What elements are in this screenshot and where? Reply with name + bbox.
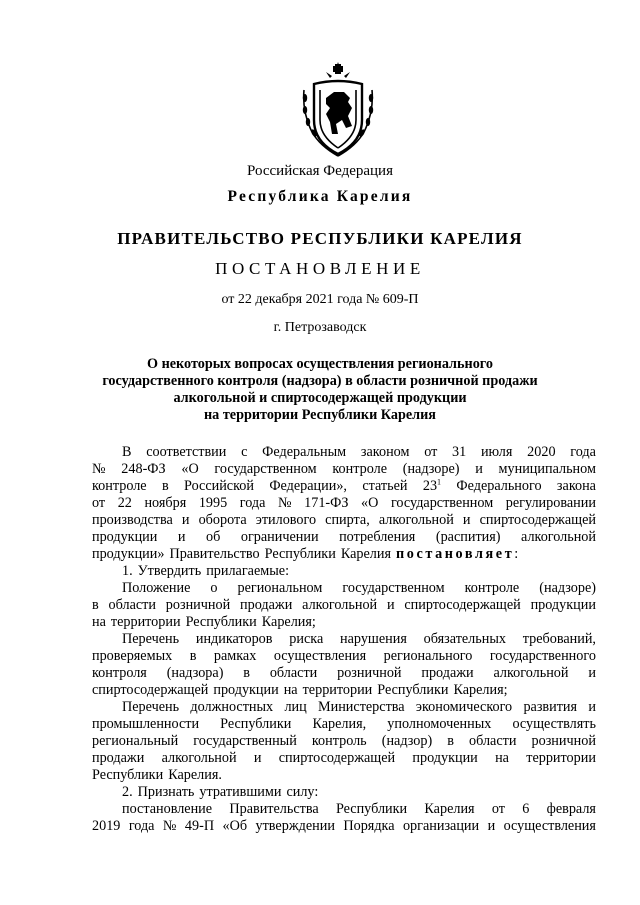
document-type: ПОСТАНОВЛЕНИЕ (215, 259, 425, 278)
karelia-coat-of-arms-icon (300, 62, 376, 158)
word: об (206, 529, 221, 545)
word: государственном (342, 580, 445, 596)
word: Перечень (122, 699, 180, 715)
word: 2. (122, 784, 133, 800)
body-line (92, 716, 596, 733)
body-line (92, 801, 596, 818)
word: на (283, 682, 298, 698)
word: продукции (213, 682, 279, 698)
word: Республики (92, 767, 164, 783)
word: 1995 (198, 495, 228, 511)
word: государственный (193, 733, 297, 749)
word: организации (402, 818, 480, 834)
word: от (491, 801, 505, 817)
republic-name: Республика Карелия (227, 188, 413, 205)
word: 2019 (92, 818, 121, 834)
word: риска (289, 631, 324, 647)
government-name: ПРАВИТЕЛЬСТВО РЕСПУБЛИКИ КАРЕЛИЯ (117, 229, 523, 248)
word: территории (526, 750, 596, 766)
word: промышленности (92, 716, 200, 732)
word: закона (556, 478, 596, 494)
word: года (570, 444, 596, 460)
word: осуществлять (512, 716, 596, 732)
word: в (447, 733, 454, 749)
word: Карелия; (453, 682, 508, 698)
body-line (92, 529, 596, 546)
title-line: алкогольной и спиртосодержащей продукции (173, 390, 467, 406)
word: регионального (383, 648, 473, 664)
word: соответствии (146, 444, 227, 460)
word: Утвердить (137, 563, 202, 579)
word: года (239, 495, 266, 511)
word: уполномоченных (387, 716, 492, 732)
body-line (92, 461, 596, 478)
word: региональный (92, 733, 179, 749)
word: «Об (222, 818, 248, 834)
body-line (92, 750, 596, 767)
word: Правительство (169, 546, 260, 562)
word: области (469, 733, 517, 749)
word: и (487, 818, 496, 834)
body-line (92, 563, 596, 580)
body-line (92, 614, 596, 631)
word: розничной (531, 733, 596, 749)
word: В (122, 444, 132, 460)
word: Карелия; (261, 614, 316, 630)
word: розничной (165, 597, 231, 613)
word: прилагаемые: (206, 563, 290, 579)
word: Положение (122, 580, 191, 596)
word: продукции (530, 597, 596, 613)
word: индикаторов (195, 631, 273, 647)
word: «О (181, 461, 199, 477)
word: 31 (452, 444, 467, 460)
word: от (424, 444, 438, 460)
word: обязательных (423, 631, 506, 647)
word: Федерации», (269, 478, 347, 494)
word: контроле (92, 478, 147, 494)
body-line (92, 512, 596, 529)
word: продукции (92, 529, 158, 545)
word: Республики (185, 614, 257, 630)
word: Федеральным (262, 444, 347, 460)
word: (надзор) (381, 733, 433, 749)
body-line (92, 478, 596, 495)
word: продукции (412, 750, 478, 766)
word: силу: (286, 784, 319, 800)
word: Федерального (456, 478, 542, 494)
word: Правительства (229, 801, 319, 817)
word: государственного (489, 648, 596, 664)
word: рамках (213, 648, 257, 664)
word: года (128, 818, 155, 834)
word: 49-П (184, 818, 215, 834)
word: Признать (137, 784, 195, 800)
word: (надзоре) (402, 461, 460, 477)
word: проверяемых (92, 648, 173, 664)
word: и (181, 512, 190, 528)
title-line: государственного контроля (надзора) в области розничной продажи (102, 373, 538, 389)
body-line (92, 733, 596, 750)
word: Карелия (340, 546, 391, 562)
word: спиртосодержащей (479, 512, 596, 528)
word: Карелия, (312, 716, 367, 732)
body-line (92, 682, 596, 699)
word: территории (110, 614, 181, 630)
word: региональном (237, 580, 323, 596)
word: в (189, 648, 197, 664)
word: 248-ФЗ (121, 461, 166, 477)
word: утверждении (255, 818, 335, 834)
word: и (462, 512, 471, 528)
word: законом (360, 444, 410, 460)
word: алкогольной (521, 529, 596, 545)
word: (распития) (435, 529, 501, 545)
word: спиртосодержащей (92, 682, 209, 698)
word: 171-ФЗ (304, 495, 349, 511)
word: продажи (240, 597, 293, 613)
word: на (92, 614, 106, 630)
word: Российской (184, 478, 254, 494)
word: спиртосодержащей (404, 597, 521, 613)
word: экономического (415, 699, 513, 715)
word: постановление (122, 801, 213, 817)
body-line (92, 631, 596, 648)
word: осуществления (503, 818, 596, 834)
title-line: О некоторых вопросах осуществления регионального (147, 356, 493, 372)
document-city: г. Петрозаводск (273, 320, 367, 335)
word: спирта, (325, 512, 370, 528)
word: продажи (421, 665, 474, 681)
word: алкогольной (378, 512, 454, 528)
word: и (386, 597, 395, 613)
word: июля (480, 444, 513, 460)
word: и (177, 529, 186, 545)
word: от (92, 495, 106, 511)
word: постановляет: (395, 546, 519, 562)
word: и (253, 750, 262, 766)
word: контроле (464, 580, 520, 596)
body-line (92, 665, 596, 682)
word: февраля (546, 801, 596, 817)
body-line (92, 767, 596, 784)
word: муниципальном (498, 461, 596, 477)
word: 22 (117, 495, 132, 511)
word: в (161, 478, 169, 494)
word: 6 (522, 801, 530, 817)
document-date-number: от 22 декабря 2021 года № 609-П (221, 292, 419, 307)
word: № (162, 818, 177, 834)
word: требований, (522, 631, 596, 647)
document-title (0, 356, 640, 424)
word: и (588, 699, 596, 715)
body-line (92, 495, 596, 512)
word: и (588, 665, 596, 681)
word: продажи (92, 750, 145, 766)
word: должностных (190, 699, 274, 715)
body-line (92, 648, 596, 665)
word: алкогольной (302, 597, 378, 613)
word: оборота (198, 512, 247, 528)
word: производства (92, 512, 173, 528)
word: 2020 (527, 444, 556, 460)
word: в (243, 665, 250, 681)
word: Порядка (343, 818, 395, 834)
word: алкогольной (493, 665, 569, 681)
word: государственном (214, 461, 317, 477)
word: алкогольной (161, 750, 237, 766)
word: с (241, 444, 248, 460)
word: № (278, 495, 292, 511)
word: (надзора) (166, 665, 224, 681)
word: $23^1$ (422, 477, 442, 494)
body-line (92, 597, 596, 614)
word: Республики (335, 801, 408, 817)
word: продукции» (92, 546, 165, 562)
word: (надзоре) (539, 580, 596, 596)
word: утратившими (199, 784, 282, 800)
word: и (475, 461, 483, 477)
body-line (92, 546, 596, 563)
country-name: Российская Федерация (247, 163, 393, 179)
body-line (92, 444, 596, 461)
word: потребления (339, 529, 416, 545)
body-line (92, 699, 596, 716)
body-line (92, 818, 596, 835)
word: Перечень (122, 631, 180, 647)
word: государственном (390, 495, 494, 511)
word: о (210, 580, 218, 596)
word: Республики (377, 682, 449, 698)
word: спиртосодержащей (278, 750, 396, 766)
word: Республики (264, 546, 336, 562)
word: контроле (332, 461, 387, 477)
word: контроль (311, 733, 367, 749)
word: развития (523, 699, 578, 715)
title-line: на территории Республики Карелия (204, 407, 436, 423)
word: лиц (284, 699, 307, 715)
body-line (92, 580, 596, 597)
word: Карелия. (168, 767, 222, 783)
word: 1. (122, 563, 133, 579)
word: нарушения (340, 631, 407, 647)
document-body (92, 444, 596, 835)
word: регулировании (505, 495, 596, 511)
word: на (495, 750, 509, 766)
word: «О (361, 495, 379, 511)
word: в (92, 597, 99, 613)
word: ноября (144, 495, 187, 511)
word: области (269, 665, 318, 681)
word: Республики (220, 716, 292, 732)
word: территории (302, 682, 373, 698)
body-line (92, 784, 596, 801)
word: области (108, 597, 156, 613)
word: осуществления (273, 648, 367, 664)
word: статьей (362, 478, 408, 494)
word: № (92, 461, 106, 477)
word: розничной (337, 665, 402, 681)
word: Министерства (318, 699, 405, 715)
word: Карелия (424, 801, 475, 817)
word: этилового (255, 512, 317, 528)
word: контроля (92, 665, 147, 681)
word: ограничении (240, 529, 319, 545)
